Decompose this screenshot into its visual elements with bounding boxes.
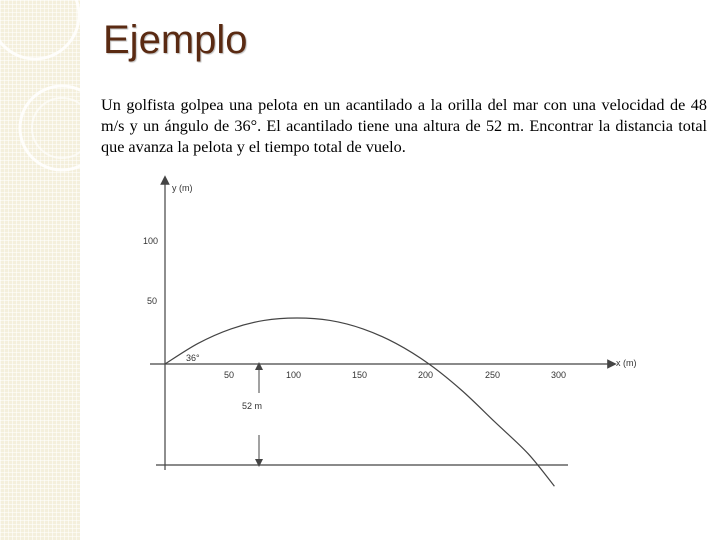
slide-title: Ejemplo <box>103 18 248 62</box>
y-tick-label: 100 <box>143 236 159 246</box>
y-axis-title: y (m) <box>172 183 193 193</box>
x-tick-label: 150 <box>352 370 368 380</box>
cliff-height-label: 52 m <box>242 401 263 411</box>
x-tick-label: 250 <box>485 370 501 380</box>
problem-statement: Un golfista golpea una pelota en un acantilado a la orilla del mar con una velocidad de 48 m/s y un ángulo de 36°. El acantilado tiene una altura de 52 m. Encontrar la distancia total que avanza la pelota y el tiempo total de vuelo. <box>101 96 707 156</box>
y-tick-label: 50 <box>147 296 158 306</box>
x-axis-title: x (m) <box>616 358 637 368</box>
x-tick-label: 50 <box>224 370 235 380</box>
x-tick-label: 300 <box>551 370 567 380</box>
x-tick-label: 200 <box>418 370 434 380</box>
launch-angle-label: 36° <box>186 353 200 363</box>
x-tick-label: 100 <box>286 370 302 380</box>
trajectory-curve <box>165 318 554 486</box>
